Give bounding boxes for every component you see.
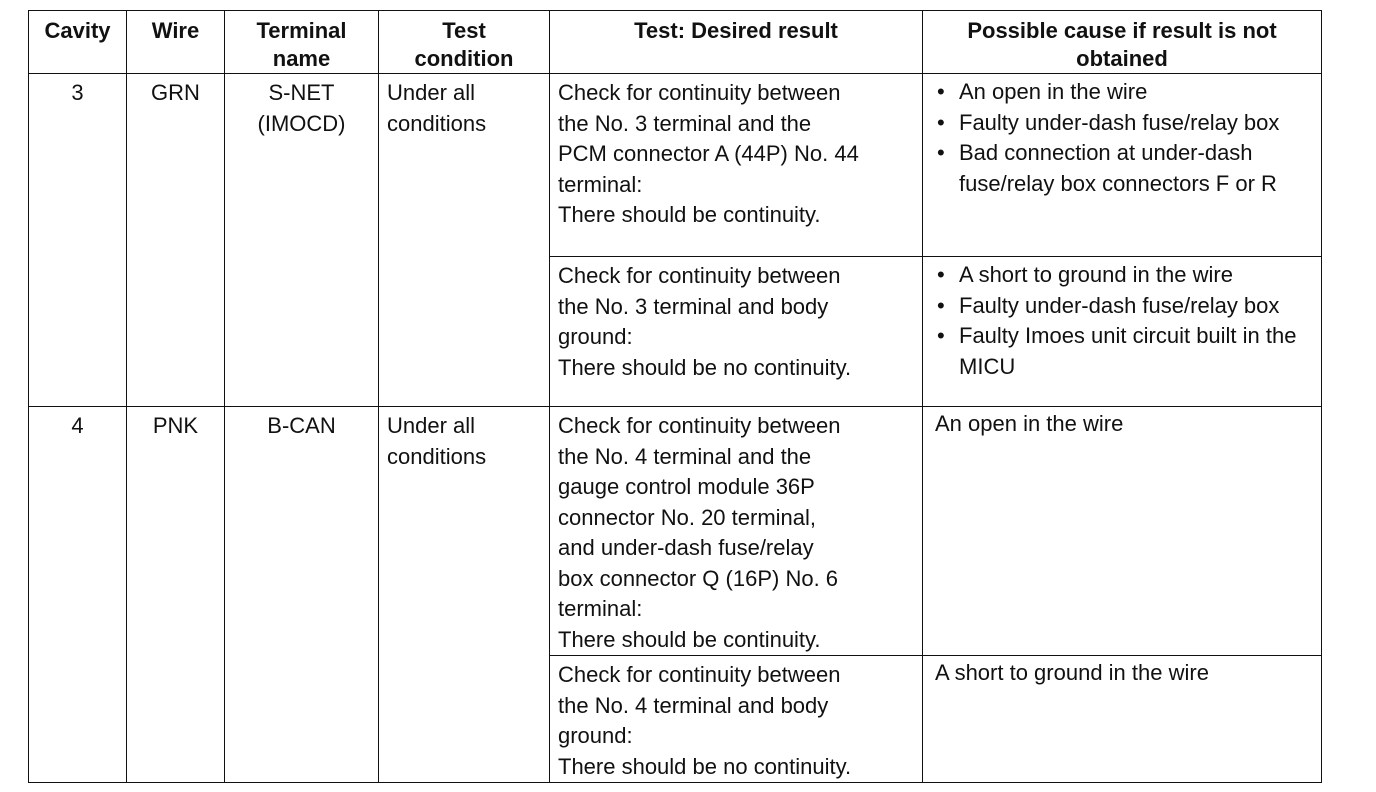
table-row: [29, 407, 1322, 656]
list-item: • An open in the wire: [937, 77, 1317, 108]
possible-cause-cell: An open in the wire: [923, 407, 1322, 656]
desired-result-cell: Check for continuity between the No. 3 terminal and the PCM connector A (44P) No. 44 terminal: There should be continuity.: [550, 74, 923, 257]
list-item: • Faulty under-dash fuse/relay box: [937, 108, 1317, 139]
terminal-name-cell: B-CAN: [225, 407, 379, 783]
list-item: • Bad connection at under-dash fuse/relay box connectors F or R: [937, 138, 1317, 199]
table-row: [29, 74, 1322, 257]
list-item: • A short to ground in the wire: [937, 260, 1317, 291]
header-desired-result: Test: Desired result: [550, 11, 923, 74]
cause-list: [923, 74, 1321, 199]
possible-cause-cell: [923, 257, 1322, 407]
cavity-cell: 3: [29, 74, 127, 407]
desired-result-cell: Check for continuity between the No. 3 terminal and body ground: There should be no continuity.: [550, 257, 923, 407]
wire-cell: GRN: [127, 74, 225, 407]
header-test-condition: Test condition: [379, 11, 550, 74]
possible-cause-cell: [923, 74, 1322, 257]
header-terminal-name: Terminal name: [225, 11, 379, 74]
test-condition-cell: Under all conditions: [379, 407, 550, 783]
desired-result-cell: Check for continuity between the No. 4 terminal and the gauge control module 36P connector No. 20 terminal, and under-dash fuse/relay box connector Q (16P) No. 6 terminal: There should be continuity.: [550, 407, 923, 656]
header-wire: Wire: [127, 11, 225, 74]
list-item: • Faulty Imoes unit circuit built in the MICU: [937, 321, 1317, 382]
wire-cell: PNK: [127, 407, 225, 783]
cause-list: [923, 257, 1321, 382]
desired-result-cell: Check for continuity between the No. 4 terminal and body ground: There should be no continuity.: [550, 656, 923, 783]
list-item: • Faulty under-dash fuse/relay box: [937, 291, 1317, 322]
possible-cause-cell: A short to ground in the wire: [923, 656, 1322, 783]
header-possible-cause: Possible cause if result is not obtained: [923, 11, 1322, 74]
header-row: [29, 11, 1322, 74]
header-cavity: Cavity: [29, 11, 127, 74]
cavity-cell: 4: [29, 407, 127, 783]
terminal-name-cell: S-NET (IMOCD): [225, 74, 379, 407]
connector-test-table: [28, 10, 1322, 783]
test-condition-cell: Under all conditions: [379, 74, 550, 407]
